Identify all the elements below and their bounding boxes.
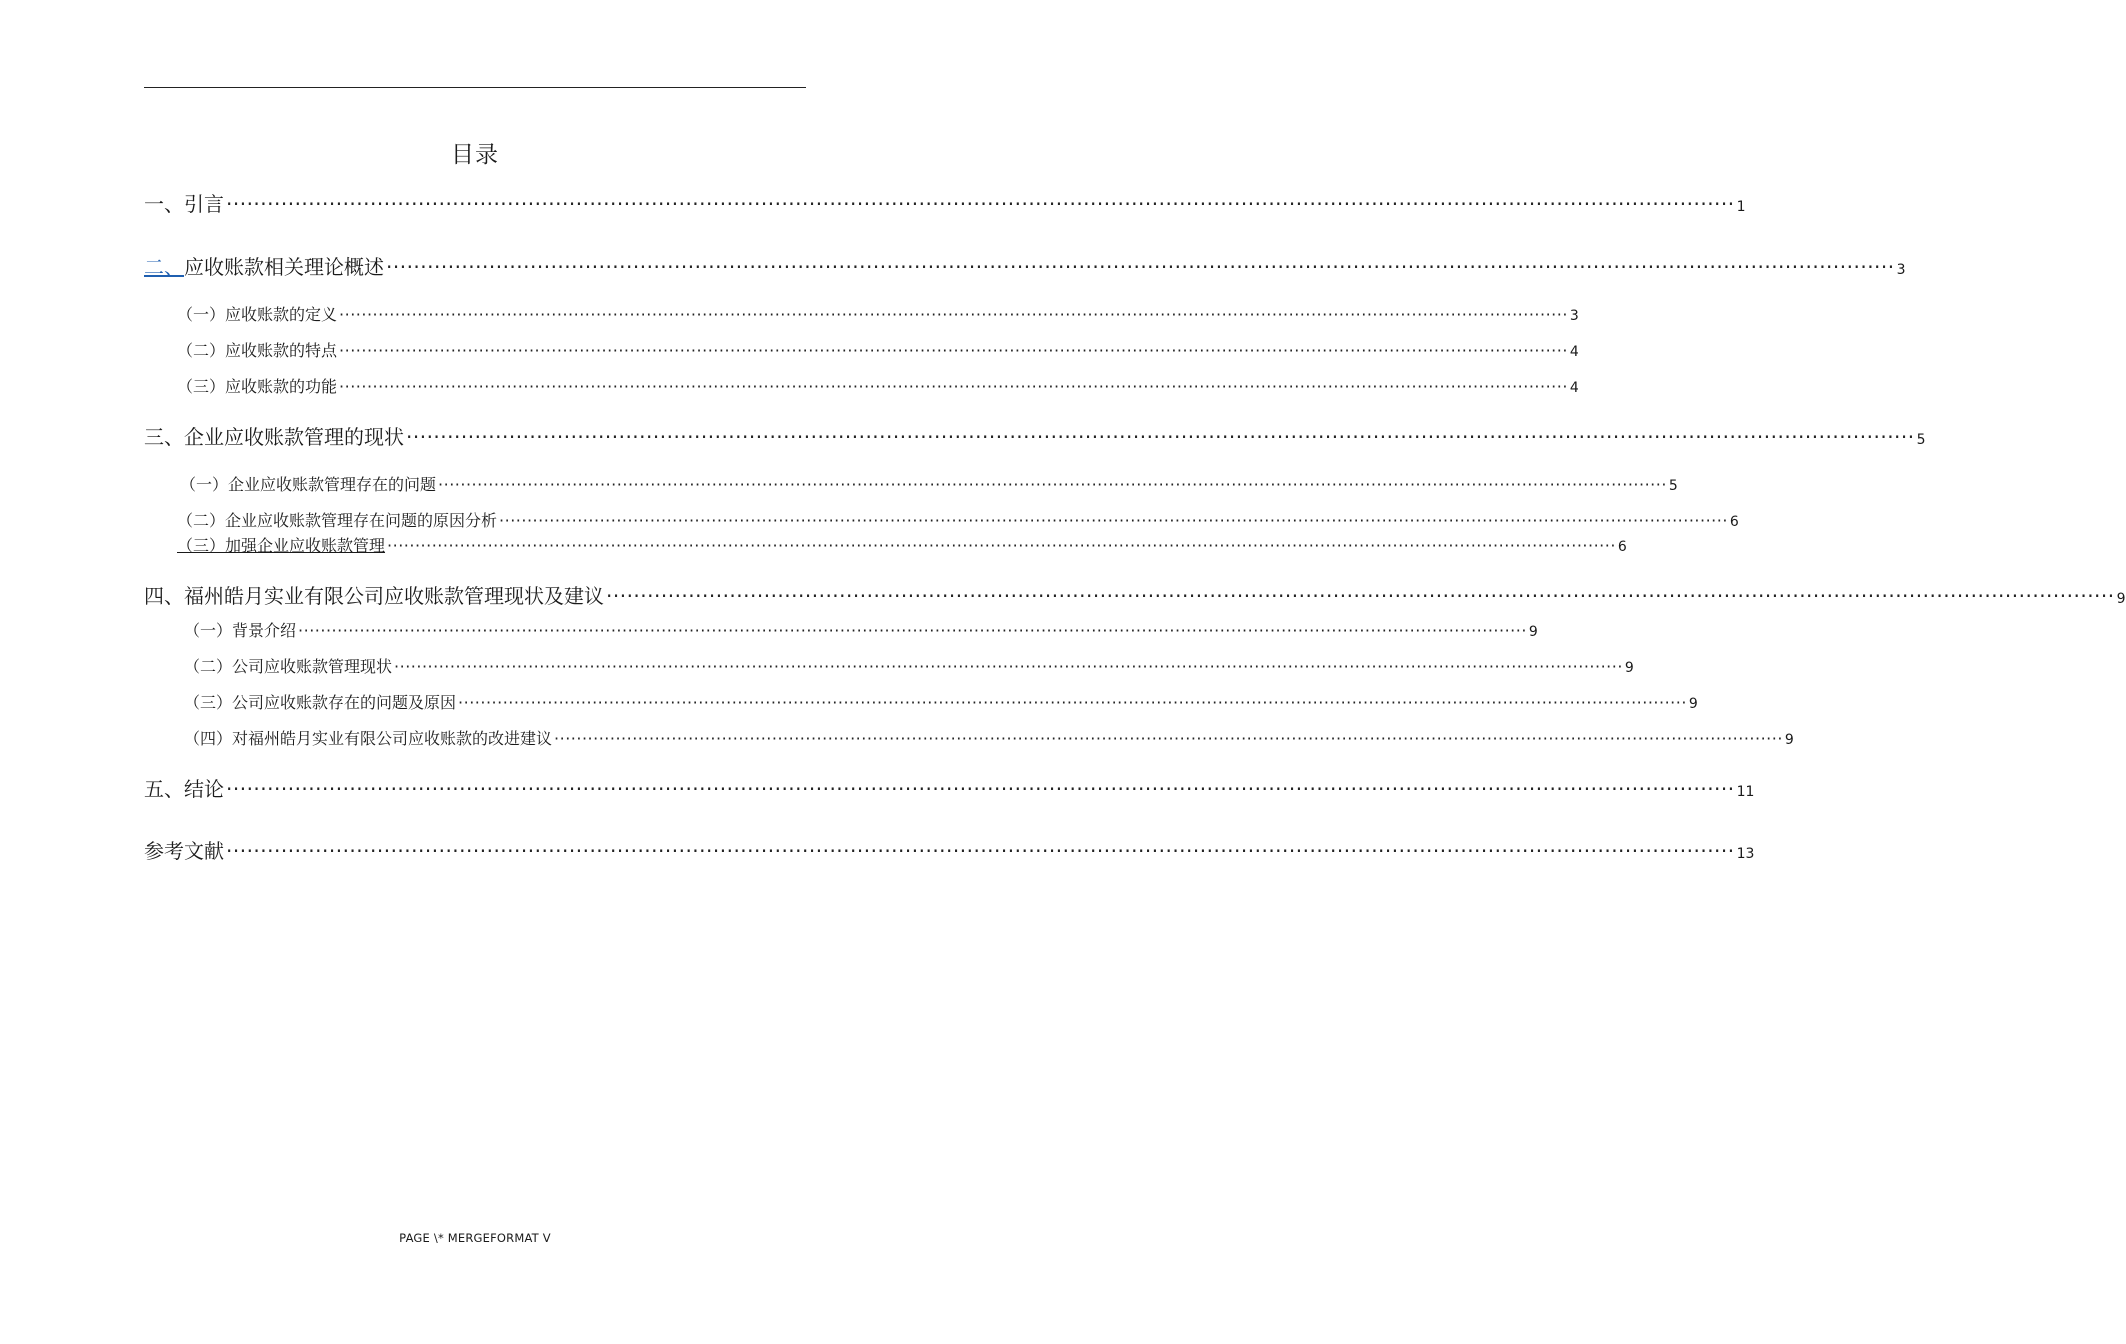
toc-entry-page: 9	[1624, 660, 1634, 676]
toc-entry-page: 9	[2116, 591, 2126, 607]
toc-entry-page: 6	[1729, 514, 1739, 530]
toc-leader-dots: ····························································································································································································································	[387, 536, 1616, 555]
toc-entry-page: 9	[1688, 696, 1698, 712]
toc-leader-dots: ····························································································································································································································	[226, 777, 1735, 801]
toc-leader-dots: ····························································································································································································································	[298, 621, 1527, 640]
toc-leader-dots: ····························································································································································································································	[386, 255, 1895, 279]
toc-entry-page: 4	[1569, 344, 1579, 360]
toc-leader-dots: ····························································································································································································································	[339, 377, 1568, 396]
toc-entry-label: 四、福州皓月实业有限公司应收账款管理现状及建议	[144, 584, 604, 608]
toc-entry-references[interactable]	[144, 835, 1755, 864]
toc-entry-company-problems[interactable]	[184, 690, 1698, 713]
toc-entry-label: 参考文献	[144, 839, 224, 863]
toc-entry-problems[interactable]	[180, 472, 1678, 495]
toc-entry-prefix-link[interactable]: 二、	[144, 255, 184, 279]
toc-entry-label: （二）公司应收账款管理现状	[184, 657, 393, 676]
toc-leader-dots: ····························································································································································································································	[499, 511, 1728, 530]
toc-title: 目录	[451, 142, 499, 168]
header-rule	[144, 87, 806, 88]
toc-leader-dots: ····························································································································································································································	[606, 584, 2115, 608]
toc-entry-label: （一）应收账款的定义	[177, 305, 338, 324]
toc-entry-page: 13	[1736, 846, 1755, 862]
toc-entry-strengthen[interactable]	[177, 533, 1627, 556]
toc-entry-page: 6	[1617, 539, 1627, 555]
toc-entry-label: 应收账款相关理论概述	[184, 255, 384, 279]
toc-leader-dots: ····························································································································································································································	[438, 475, 1667, 494]
toc-entry-label: （一）背景介绍	[184, 621, 297, 640]
toc-entry-suggestions[interactable]	[184, 726, 1794, 749]
toc-entry-label: （三）加强企业应收账款管理	[177, 536, 386, 555]
toc-entry-introduction[interactable]	[144, 188, 1746, 217]
toc-entry-label: （一）企业应收账款管理存在的问题	[180, 475, 437, 494]
toc-entry-label: （二）应收账款的特点	[177, 341, 338, 360]
toc-entry-causes[interactable]	[177, 508, 1739, 531]
toc-entry-definition[interactable]	[177, 302, 1579, 325]
toc-entry-label: （二）企业应收账款管理存在问题的原因分析	[177, 511, 498, 530]
toc-entry-conclusion[interactable]	[144, 773, 1755, 802]
toc-entry-label: 五、结论	[144, 777, 224, 801]
toc-entry-label: 一、引言	[144, 192, 224, 216]
toc-entry-company[interactable]	[144, 580, 2126, 609]
toc-leader-dots: ····························································································································································································································	[406, 425, 1915, 449]
toc-entry-label: （三）应收账款的功能	[177, 377, 338, 396]
toc-entry-status[interactable]	[144, 421, 1926, 450]
toc-entry-page: 5	[1668, 478, 1678, 494]
toc-entry-page: 11	[1736, 784, 1755, 800]
toc-entry-page: 1	[1736, 199, 1746, 215]
toc-entry-background[interactable]	[184, 618, 1538, 641]
toc-leader-dots: ····························································································································································································································	[458, 693, 1687, 712]
toc-leader-dots: ····························································································································································································································	[339, 341, 1568, 360]
toc-entry-page: 9	[1784, 732, 1794, 748]
toc-entry-functions[interactable]	[177, 374, 1579, 397]
toc-entry-page: 3	[1569, 308, 1579, 324]
toc-leader-dots: ····························································································································································································································	[554, 729, 1783, 748]
page-footer-field: PAGE \* MERGEFORMAT V	[399, 1231, 551, 1245]
toc-entry-label: 三、企业应收账款管理的现状	[144, 425, 404, 449]
toc-entry-page: 5	[1916, 432, 1926, 448]
toc-entry-theory[interactable]	[144, 251, 1906, 280]
toc-entry-label: （三）公司应收账款存在的问题及原因	[184, 693, 457, 712]
toc-entry-company-status[interactable]	[184, 654, 1634, 677]
toc-entry-page: 9	[1528, 624, 1538, 640]
toc-entry-label: （四）对福州皓月实业有限公司应收账款的改进建议	[184, 729, 553, 748]
toc-entry-features[interactable]	[177, 338, 1579, 361]
toc-entry-page: 4	[1569, 380, 1579, 396]
toc-leader-dots: ····························································································································································································································	[226, 839, 1735, 863]
toc-leader-dots: ····························································································································································································································	[339, 305, 1568, 324]
toc-leader-dots: ····························································································································································································································	[394, 657, 1623, 676]
toc-entry-page: 3	[1896, 262, 1906, 278]
toc-leader-dots: ····························································································································································································································	[226, 192, 1735, 216]
